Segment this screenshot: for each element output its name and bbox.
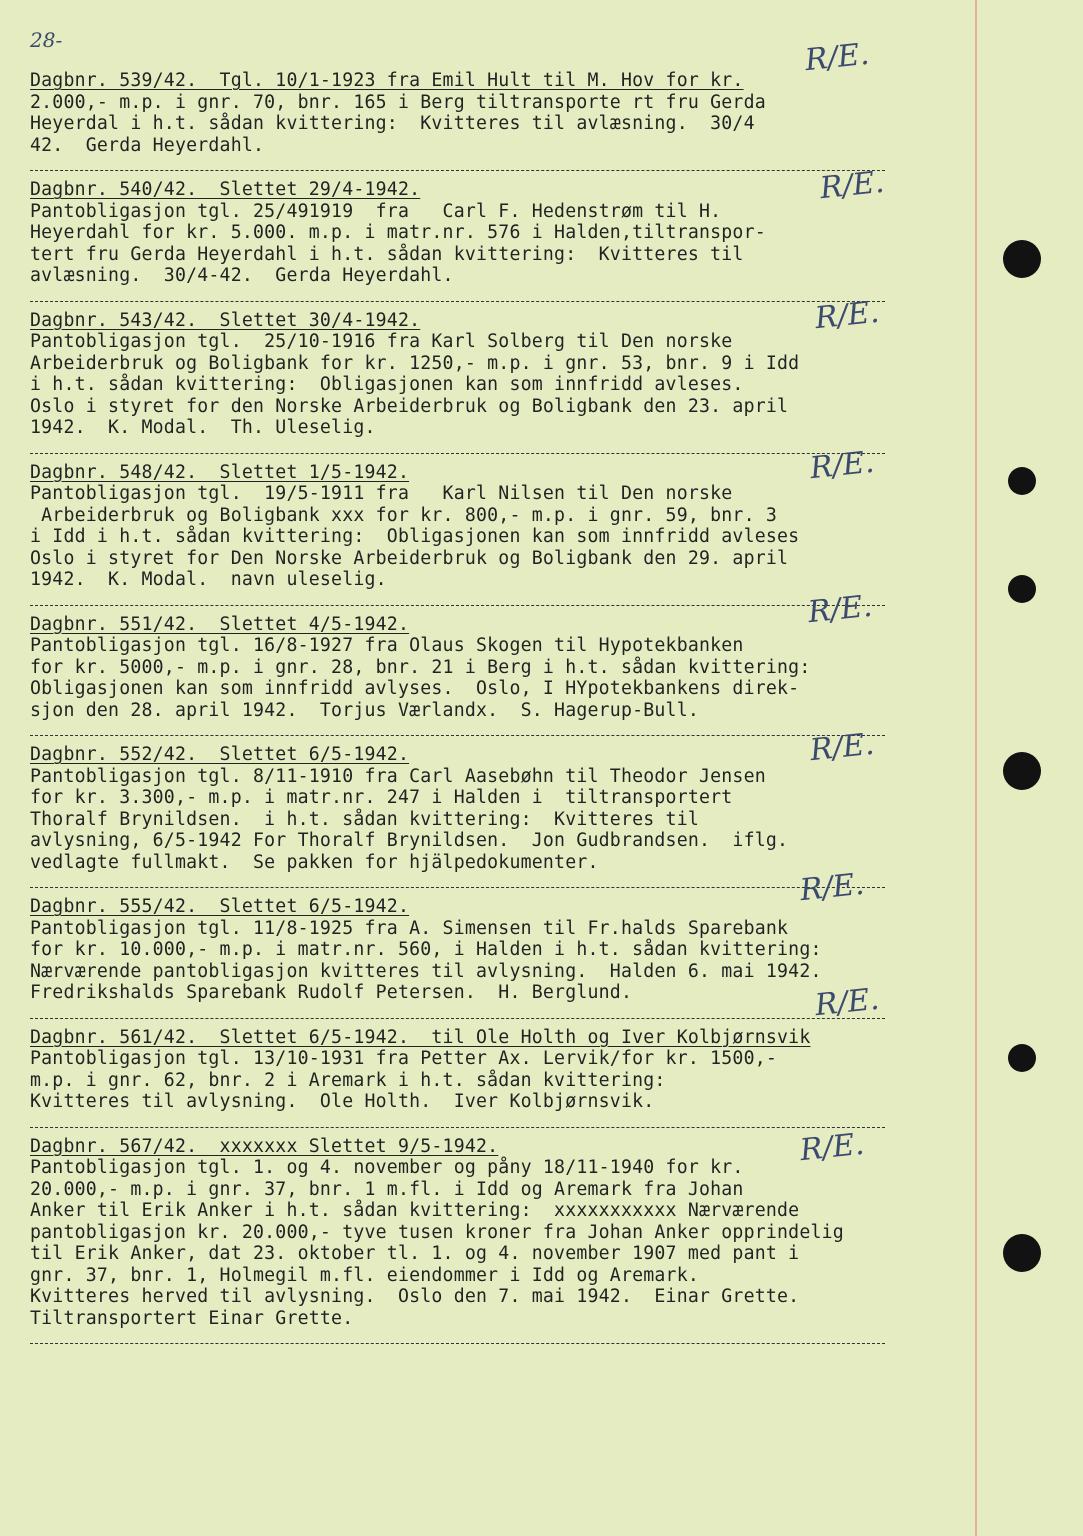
punch-hole [1003,240,1041,278]
handwritten-initials: R/E. [813,294,881,337]
entry-heading: Dagbnr. 539/42. Tgl. 10/1-1923 fra Emil Hult til M. Hov for kr. [30,70,744,91]
entry-line: 42. Gerda Heyerdahl. [30,134,265,156]
entry-line: Pantobligasjon tgl. 8/11-1910 fra Carl Aasebøhn til Theodor Jensen [30,765,766,787]
entry-separator [30,725,885,736]
entry-line: Tiltransportert Einar Grette. [30,1307,354,1329]
entry-line: Kvitteres herved til avlysning. Oslo den 7. mai 1942. Einar Grette. [30,1286,800,1307]
entry-heading: Dagbnr. 548/42. Slettet 1/5-1942. [30,461,410,483]
entry-line: Pantobligasjon tgl. 13/10-1931 fra Petter Ax. Lervik/for kr. 1500,- [30,1048,778,1069]
punch-hole [1003,752,1041,790]
entry-line: tert fru Gerda Heyerdahl i h.t. sådan kvittering: Kvitteres til [30,243,744,265]
entry-line: Obligasjonen kan som innfridd avlyses. Oslo, I HYpotekbankens direk- [30,678,800,699]
entry-separator [30,595,885,606]
entry-line: Pantobligasjon tgl. 19/5-1911 fra Karl Nilsen til Den norske [30,483,733,504]
entry-heading: Dagbnr. 552/42. Slettet 6/5-1942. [30,744,410,765]
ledger-entry [30,1027,950,1113]
handwritten-initials: R/E. [808,726,876,769]
entry-line: Pantobligasjon tgl. 25/491919 fra Carl F. Hedenstrøm til H. [30,200,722,222]
entry-line: Pantobligasjon tgl. 1. og 4. november og påny 18/11-1940 for kr. [30,1157,744,1178]
entry-separator [30,291,885,302]
entry-line: for kr. 10.000,- m.p. i matr.nr. 560, i Halden i h.t. sådan kvittering: [30,939,822,960]
page-number: 28- [30,28,63,52]
entry-line: avlæsning. 30/4-42. Gerda Heyerdahl. [30,265,454,286]
punch-hole [1008,575,1036,603]
entry-line: Nærværende pantobligasjon kvitteres til avlysning. Halden 6. mai 1942. [30,960,822,982]
punch-hole [1003,1234,1041,1272]
entry-line: i h.t. sådan kvittering: Obligasjonen kan som innfridd avleses. [30,374,744,395]
entry-heading: Dagbnr. 555/42. Slettet 6/5-1942. [30,896,410,917]
entry-line: Pantobligasjon tgl. 16/8-1927 fra Olaus Skogen til Hypotekbanken [30,635,744,656]
entry-separator [30,443,885,454]
punch-hole [1008,467,1036,495]
handwritten-initials: R/E. [798,1126,866,1169]
punch-hole [1008,1044,1036,1072]
ledger-entry [30,896,950,1004]
entry-line: Heyerdal i h.t. sådan kvittering: Kvitteres til avlæsning. 30/4 [30,113,755,134]
entry-separator [30,877,885,888]
ledger-entry [30,310,950,439]
entry-heading: Dagbnr. 561/42. Slettet 6/5-1942. til Ole Holth og Iver Kolbjørnsvik [30,1026,811,1048]
entry-line: for kr. 5000,- m.p. i gnr. 28, bnr. 21 i Berg i h.t. sådan kvittering: [30,656,811,678]
entry-line: avlysning, 6/5-1942 For Thoralf Brynildsen. Jon Gudbrandsen. iflg. [30,830,789,851]
entry-separator [30,1008,885,1019]
entry-line: m.p. i gnr. 62, bnr. 2 i Aremark i h.t. sådan kvittering: [30,1069,666,1091]
ledger-entry [30,179,950,287]
entry-line: for kr. 3.300,- m.p. i matr.nr. 247 i Halden i tiltransportert [30,787,733,808]
entry-line: 1942. K. Modal. navn uleselig. [30,569,387,590]
entry-line: gnr. 37, bnr. 1, Holmegil m.fl. eiendommer i Idd og Aremark. [30,1264,699,1286]
entry-line: Heyerdahl for kr. 5.000. m.p. i matr.nr. 576 i Halden,tiltranspor- [30,222,766,243]
entry-line: Oslo i styret for den Norske Arbeiderbruk og Boligbank den 23. april [30,395,789,417]
entry-line: Arbeiderbruk og Boligbank for kr. 1250,- m.p. i gnr. 53, bnr. 9 i Idd [30,352,800,374]
entry-line: Arbeiderbruk og Boligbank xxx for kr. 800,- m.p. i gnr. 59, bnr. 3 [30,504,778,526]
entry-heading: Dagbnr. 567/42. xxxxxxx Slettet 9/5-1942. [30,1135,499,1157]
entry-line: vedlagte fullmakt. Se pakken for hjälpedokumenter. [30,851,599,873]
ledger-entry [30,70,950,156]
entry-heading: Dagbnr. 543/42. Slettet 30/4-1942. [30,309,421,331]
entry-separator [30,1333,885,1344]
entry-line: sjon den 28. april 1942. Torjus Værlandx. S. Hagerup-Bull. [30,699,699,721]
entry-heading: Dagbnr. 551/42. Slettet 4/5-1942. [30,613,410,635]
entry-line: Anker til Erik Anker i h.t. sådan kvittering: xxxxxxxxxxx Nærværende [30,1200,800,1221]
handwritten-initials: R/E. [803,36,871,79]
entry-separator [30,1117,885,1128]
entry-line: i Idd i h.t. sådan kvittering: Obligasjonen kan som innfridd avleses [30,526,800,547]
entry-line: Pantobligasjon tgl. 11/8-1925 fra A. Simensen til Fr.halds Sparebank [30,917,789,939]
entry-line: 20.000,- m.p. i gnr. 37, bnr. 1 m.fl. i Idd og Aremark fra Johan [30,1178,744,1200]
entry-line: Oslo i styret for Den Norske Arbeiderbruk og Boligbank den 29. april [30,547,789,569]
entry-line: Kvitteres til avlysning. Ole Holth. Iver Kolbjørnsvik. [30,1091,655,1112]
handwritten-initials: R/E. [808,444,876,487]
handwritten-initials: R/E. [798,866,866,909]
margin-rule [975,0,977,1536]
entry-line: til Erik Anker, dat 23. oktober tl. 1. og 4. november 1907 med pant i [30,1243,800,1264]
entry-line: pantobligasjon kr. 20.000,- tyve tusen kroner fra Johan Anker opprindelig [30,1221,844,1243]
entry-separator [30,160,885,171]
entry-line: 1942. K. Modal. Th. Uleselig. [30,417,376,438]
entry-line: Fredrikshalds Sparebank Rudolf Petersen. H. Berglund. [30,982,633,1003]
handwritten-initials: R/E. [806,588,874,631]
entry-line: 2.000,- m.p. i gnr. 70, bnr. 165 i Berg tiltransporte rt fru Gerda [30,91,766,113]
entry-line: Pantobligasjon tgl. 25/10-1916 fra Karl Solberg til Den norske [30,331,733,352]
handwritten-initials: R/E. [813,981,881,1024]
handwritten-initials: R/E. [818,164,886,207]
entry-line: Thoralf Brynildsen. i h.t. sådan kvittering: Kvitteres til [30,808,699,830]
entry-heading: Dagbnr. 540/42. Slettet 29/4-1942. [30,179,421,200]
